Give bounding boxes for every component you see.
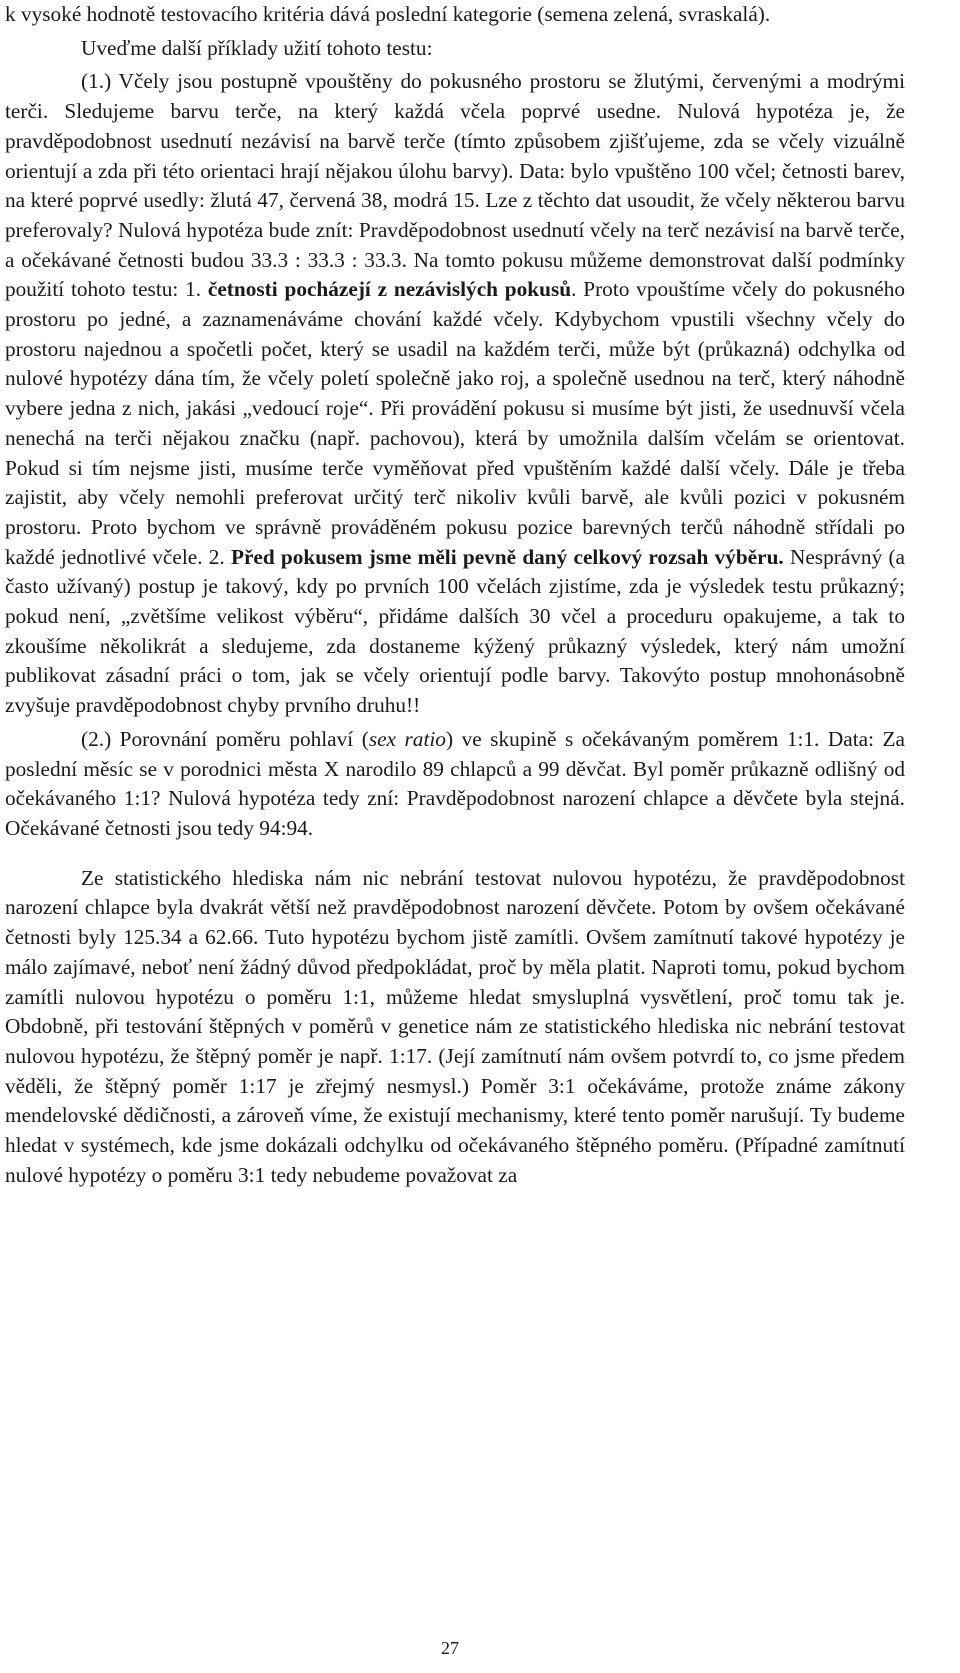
- italic-term: sex ratio: [368, 726, 446, 751]
- bold-emphasis: četnosti pocházejí z nezávislých pokusů: [207, 277, 572, 302]
- paragraph-statistical-note: Ze statistického hlediska nám nic nebrání testovat nulovou hypotézu, že pravděpodobnost narození chlapce byla dvakrát větší než pravděpodobnost narození děvčete. Potom by ovšem očekávané četnosti byly 125.34 a 62.66. Tuto hypotézu bychom jistě zamítli. Ovšem zamítnutí takové hypotézy je málo zajímavé, neboť není žádný důvod předpokládat, proč by měla platit. Naproti tomu, pokud bychom zamítli nulovou hypotézu o poměru 1:1, můžeme hledat smysluplná vysvětlení, proč tomu tak je. Obdobně, při testování štěpných v poměrů v genetice nám ze statistického hlediska nic nebrání testovat nulovou hypotézu, že štěpný poměr je např. 1:17. (Její zamítnutí nám ovšem potvrdí to, co jsme předem věděli, že štěpný poměr 1:17 je zřejmý nesmysl.) Poměr 3:1 očekáváme, protože známe zákony mendelovské dědičnosti, a zároveň víme, že existují mechanismy, které tento poměr narušují. Ty budeme hledat v systémech, kde jsme dokázali odchylku od očekávaného štěpného poměru. (Případné zamítnutí nulové hypotézy o poměru 3:1 tedy nebudeme považovat za: [5, 865, 905, 1187]
- paragraph-continuation: k vysoké hodnotě testovacího kritéria dává poslední kategorie (semena zelená, svraskalá).: [5, 2, 771, 26]
- text-run: (2.) Porovnání poměru pohlaví (: [81, 726, 369, 751]
- paragraph-example-bees: [5, 67, 905, 720]
- document-page: [5, 0, 905, 1190]
- bold-emphasis: Před pokusem jsme měli pevně daný celkový rozsah výběru.: [230, 544, 784, 569]
- page-number: 27: [441, 1638, 459, 1658]
- text-run: . Proto vpouštíme včely do pokusného prostoru po jedné, a zaznamenáváme chování každé včely. Kdybychom vpustili všechny včely do prostoru najednou a spočetli počet, který se usadil na každém terči, může být (průkazná) odchylka od nulové hypotézy dána tím, že včely poletí společně jako roj, a společně usednou na terč, který náhodně vybere jedna z nich, jakási „vedoucí roje“. Při provádění pokusu si musíme být jisti, že usednuvší včela nenechá na terči nějakou značku (např. pachovou), která by umožnila dalším včelám se orientovat. Pokud si tím nejsme jisti, musíme terče vyměňovat před vpuštěním každé další včely. Dále je třeba zajistit, aby včely nemohli preferovat určitý terč nikoliv kvůli barvě, ale kvůli pozici v pokusném prostoru. Proto bychom ve správně prováděném pokusu pozice barevných terčů náhodně střídali po každé jednotlivé včele. 2.: [5, 277, 905, 569]
- paragraph-examples-intro: Uveďme další příklady užití tohoto testu:: [81, 35, 433, 60]
- text-run: (1.) Včely jsou postupně vpouštěny do pokusného prostoru se žlutými, červenými a modrými terči. Sledujeme barvu terče, na který každá včela poprvé usedne. Nulová hypotéza je, že pravděpodobnost usednutí nezávisí na barvě terče (tímto způsobem zjišťujeme, zda se včely vizuálně orientují a zda při této orientaci hrají nějakou úlohu barvy). Data: bylo vpuštěno 100 včel; četnosti barev, na které poprvé usedly: žlutá 47, červená 38, modrá 15. Lze z těchto dat usoudit, že včely některou barvu preferovaly? Nulová hypotéza bude znít: Pravděpodobnost usednutí včely na terč nezávisí na barvě terče, a očekávané četnosti budou 33.3 : 33.3 : 33.3. Na tomto pokusu můžeme demonstrovat další podmínky použití tohoto testu: 1.: [5, 69, 905, 302]
- text-run: ) ve skupině s očekávaným poměrem 1:1. Data: Za poslední měsíc se v porodnici města X narodilo 89 chlapců a 99 děvčat. Byl poměr průkazně odlišný od očekávaného 1:1? Nulová hypotéza tedy zní: Pravděpodobnost narození chlapce a děvčete byla stejná. Očekávané četnosti jsou tedy 94:94.: [5, 726, 905, 840]
- text-run: Nesprávný (a často užívaný) postup je takový, kdy po prvních 100 včelách zjistíme, zda je výsledek testu průkazný; pokud není, „zvětšíme velikost výběru“, přidáme dalších 30 včel a proceduru opakujeme, a tak to zkoušíme několikrát a sledujeme, zda dostaneme kýžený průkazný výsledek, který nám umožní publikovat zásadní práci o tom, jak se včely orientují podle barvy. Takovýto postup mnohonásobně zvyšuje pravděpodobnost chyby prvního druhu!!: [5, 544, 905, 718]
- paragraph-example-sex-ratio: [5, 725, 905, 844]
